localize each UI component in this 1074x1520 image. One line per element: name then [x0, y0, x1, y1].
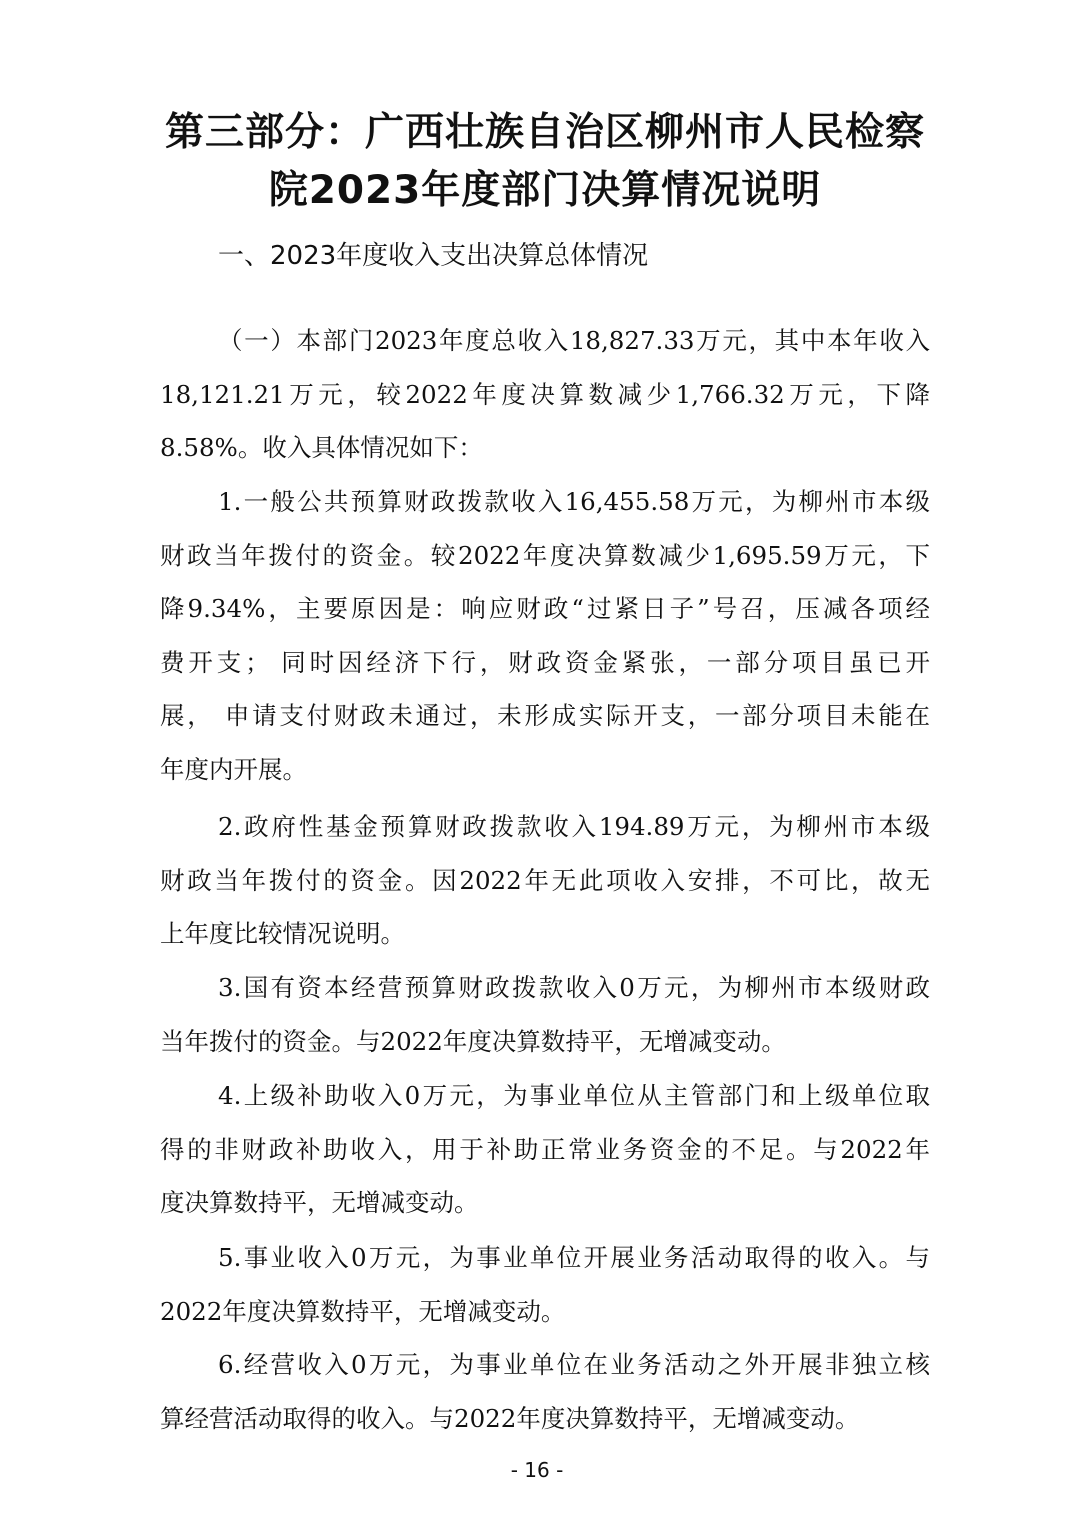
paragraph-fund-budget — [160, 800, 930, 961]
paragraph-line: 1.一般公共预算财政拨款收入16,455.58万元，为柳州市本级 — [218, 487, 930, 516]
paragraph-line: 财政当年拨付的资金。较2022年度决算数减少1,695.59万元，下 — [160, 540, 930, 570]
paragraph-total-income — [160, 314, 930, 475]
paragraph-line: 2022年度决算数持平，无增减变动。 — [160, 1296, 566, 1326]
paragraph-line: 当年拨付的资金。与2022年度决算数持平，无增减变动。 — [160, 1026, 786, 1056]
paragraph-line: 6.经营收入0万元，为事业单位在业务活动之外开展非独立核 — [218, 1350, 930, 1379]
paragraph-line: 展， 申请支付财政未通过，未形成实际开支，一部分项目未能在 — [160, 701, 930, 730]
paragraph-line: 5.事业收入0万元，为事业单位开展业务活动取得的收入。与 — [218, 1243, 930, 1272]
paragraph-line: 降9.34%，主要原因是：响应财政“过紧日子”号召，压减各项经 — [160, 594, 930, 623]
paragraph-state-capital — [160, 961, 930, 1068]
paragraph-superior-subsidy — [160, 1069, 930, 1230]
paragraph-line: 费开支； 同时因经济下行，财政资金紧张，一部分项目虽已开 — [160, 647, 930, 677]
paragraph-line: 年度内开展。 — [160, 754, 307, 784]
paragraph-operating-income — [160, 1338, 930, 1445]
paragraph-line: （一）本部门2023年度总收入18,827.33万元，其中本年收入 — [218, 326, 930, 355]
paragraph-line: 上年度比较情况说明。 — [160, 919, 405, 948]
paragraph-line: 度决算数持平，无增减变动。 — [160, 1188, 479, 1217]
document-title — [150, 104, 940, 220]
section-heading: 一、2023年度收入支出决算总体情况 — [218, 241, 649, 271]
paragraph-business-income — [160, 1231, 930, 1338]
paragraph-line: 4.上级补助收入0万元，为事业单位从主管部门和上级单位取 — [218, 1081, 930, 1110]
paragraph-line: 3.国有资本经营预算财政拨款收入0万元，为柳州市本级财政 — [218, 973, 930, 1002]
paragraph-line: 8.58%。收入具体情况如下： — [160, 433, 483, 462]
page-number: - 16 - — [510, 1458, 564, 1482]
paragraph-line: 财政当年拨付的资金。因2022年无此项收入安排，不可比，故无 — [160, 865, 930, 895]
paragraph-line: 得的非财政补助收入，用于补助正常业务资金的不足。与2022年 — [160, 1134, 930, 1164]
paragraph-line: 算经营活动取得的收入。与2022年度决算数持平，无增减变动。 — [160, 1403, 860, 1433]
paragraph-general-budget — [160, 475, 930, 796]
paragraph-line: 18,121.21万元，较2022年度决算数减少1,766.32万元，下降 — [160, 379, 930, 409]
paragraph-line: 2.政府性基金预算财政拨款收入194.89万元，为柳州市本级 — [218, 812, 930, 841]
document-title-line: 第三部分：广西壮族自治区柳州市人民检察 — [164, 110, 925, 155]
document-title-line: 院2023年度部门决算情况说明 — [268, 168, 822, 213]
